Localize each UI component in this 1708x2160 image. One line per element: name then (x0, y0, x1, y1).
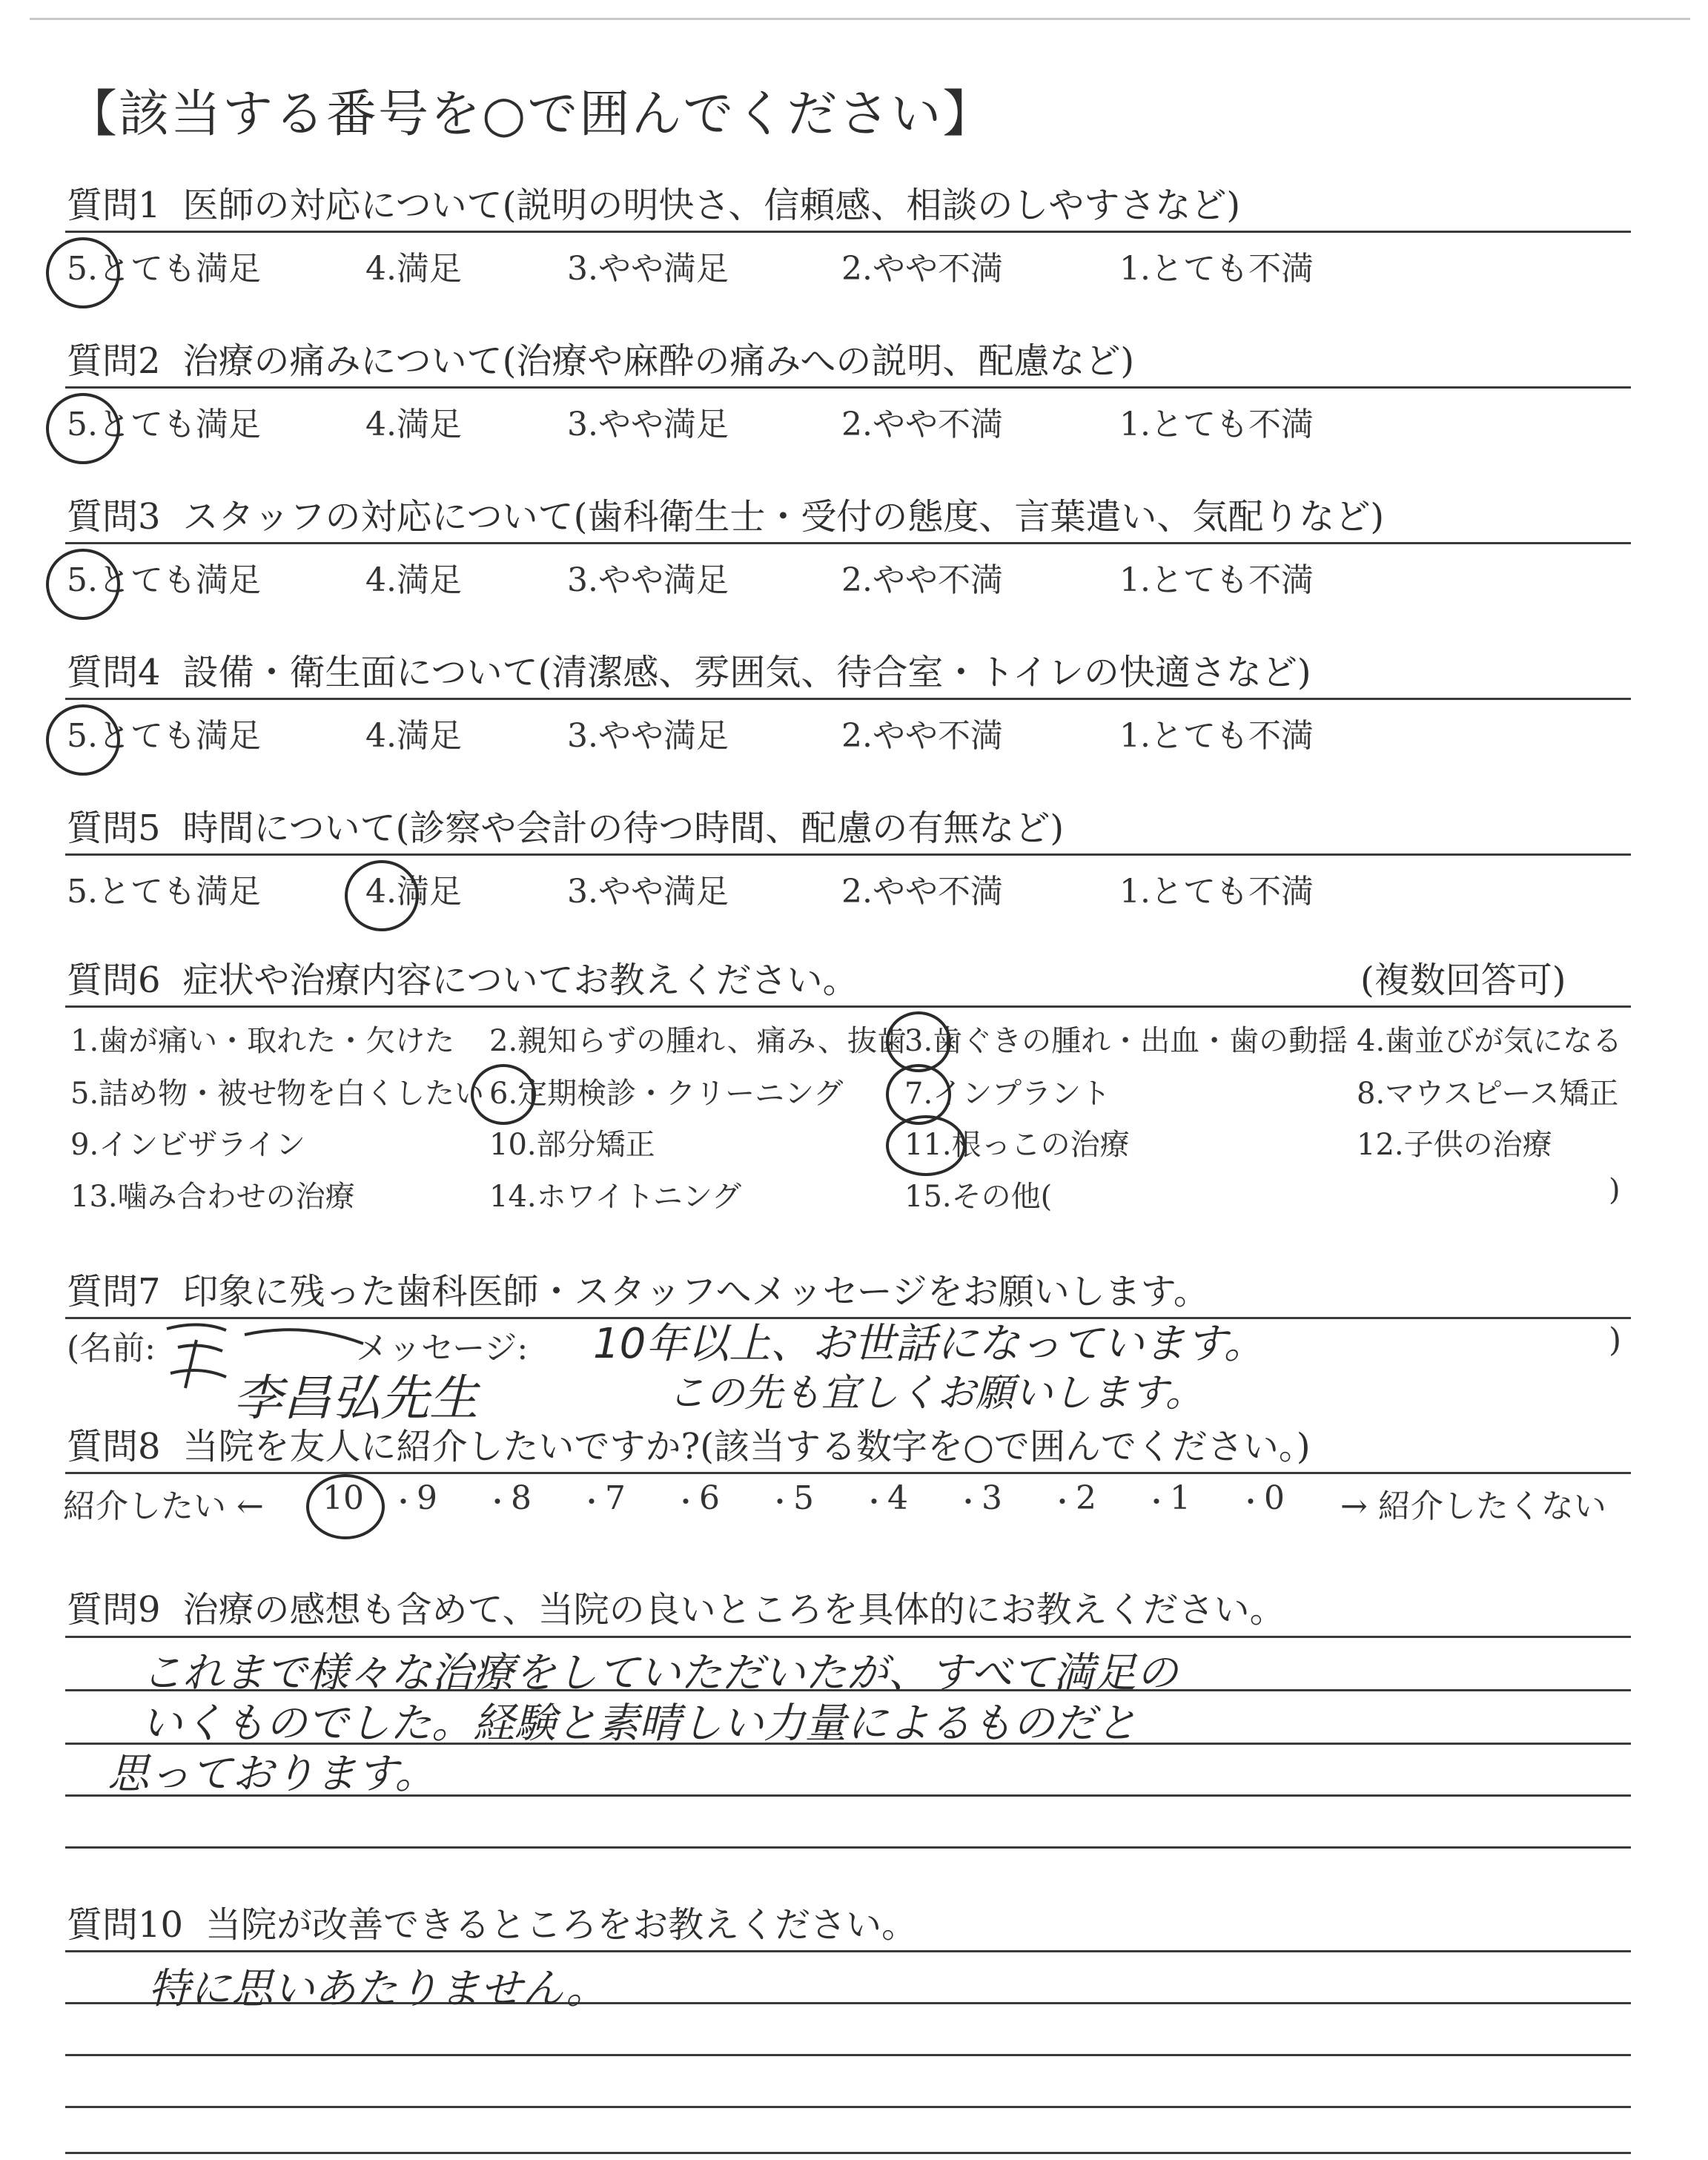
q8-scale-5[interactable]: 5 (793, 1479, 814, 1517)
q9-line-5 (65, 1846, 1631, 1849)
q8-separator-dot: ・ (1142, 1486, 1171, 1519)
q8-label: 質問8 (67, 1426, 161, 1467)
q5-option-2[interactable]: 2.やや不満 (841, 873, 1003, 911)
q6-option-9[interactable]: 9.インビザライン (70, 1128, 305, 1162)
q6-option-7[interactable]: 7.インプラント (904, 1077, 1111, 1111)
q6-selected-circle-6 (471, 1064, 536, 1125)
q3-title (67, 488, 1384, 539)
q7-name-label: (名前: (67, 1330, 156, 1367)
q7-message-line2: この先も宜しくお願いします。 (667, 1371, 1204, 1416)
q7-message-label: メッセージ: (356, 1330, 529, 1367)
q5-option-1[interactable]: 1.とても不満 (1119, 873, 1314, 911)
q6-other-close-paren: ) (1609, 1173, 1621, 1207)
q8-scale-1[interactable]: 1 (1170, 1479, 1191, 1517)
q7-message-line1: 10年以上、お世話になっています。 (593, 1320, 1265, 1368)
top-edge-line (30, 18, 1690, 20)
q8-separator-dot: ・ (483, 1486, 512, 1519)
q10-line-3 (65, 2054, 1631, 2056)
q8-separator-dot: ・ (860, 1486, 889, 1519)
q4-label: 質問4 (67, 652, 161, 693)
q1-text: 医師の対応について(説明の明快さ、信頼感、相談のしやすさなど) (182, 185, 1241, 226)
q4-title (67, 644, 1311, 695)
q8-separator-dot: ・ (954, 1486, 983, 1519)
q5-option-3[interactable]: 3.やや満足 (567, 873, 729, 911)
q2-selected-circle (46, 393, 120, 464)
q9-label: 質問9 (67, 1589, 161, 1631)
q2-text: 治療の痛みについて(治療や麻酔の痛みへの説明、配慮など) (182, 340, 1135, 382)
q8-scale-4[interactable]: 4 (887, 1479, 908, 1517)
q10-label: 質問10 (67, 1904, 184, 1946)
q6-title (67, 951, 858, 1003)
q2-title (67, 332, 1134, 383)
q3-option-4[interactable]: 4.満足 (365, 561, 462, 599)
q8-rule (65, 1472, 1631, 1474)
q8-text: 当院を友人に紹介したいですか?(該当する数字を○で囲んでください。) (182, 1426, 1311, 1467)
q10-answer-line-1: 特に思いあたりません。 (148, 1965, 608, 2013)
q4-option-5[interactable]: 5.とても満足 (67, 717, 261, 755)
q7-name-written: 李昌弘先生 (234, 1370, 478, 1427)
q5-rule (65, 853, 1631, 856)
page-header: 【該当する番号を○で囲んでください】 (67, 85, 995, 144)
q8-scale-7[interactable]: 7 (605, 1479, 626, 1517)
q8-scale-3[interactable]: 3 (982, 1479, 1002, 1517)
q1-option-2[interactable]: 2.やや不満 (841, 250, 1003, 288)
q5-text: 時間について(診察や会計の待つ時間、配慮の有無など) (182, 807, 1065, 849)
q8-selected-circle (306, 1474, 385, 1539)
q5-selected-circle (345, 860, 419, 931)
q2-rule (65, 386, 1631, 389)
q4-text: 設備・衛生面について(清潔感、雰囲気、待合室・トイレの快適さなど) (182, 652, 1311, 693)
q2-option-2[interactable]: 2.やや不満 (841, 406, 1003, 443)
q9-title (67, 1581, 1285, 1632)
q6-note: (複数回答可) (1360, 960, 1566, 1001)
q3-option-2[interactable]: 2.やや不満 (841, 561, 1003, 599)
q8-separator-dot: ・ (1048, 1486, 1077, 1519)
q2-option-3[interactable]: 3.やや満足 (567, 406, 729, 443)
q3-text: スタッフの対応について(歯科衛生士・受付の態度、言葉遣い、気配りなど) (182, 496, 1385, 538)
q4-option-1[interactable]: 1.とても不満 (1119, 717, 1314, 755)
q6-option-13[interactable]: 13.噛み合わせの治療 (70, 1180, 355, 1214)
q10-text: 当院が改善できるところをお教えください。 (205, 1904, 918, 1946)
q6-rule (65, 1005, 1631, 1008)
q1-rule (65, 231, 1631, 233)
q6-option-3[interactable]: 3.歯ぐきの腫れ・出血・歯の動揺 (904, 1024, 1348, 1058)
q8-separator-dot: ・ (766, 1486, 795, 1519)
q9-line-1 (65, 1636, 1631, 1638)
q5-option-5[interactable]: 5.とても満足 (67, 873, 261, 911)
q7-close-paren: ) (1609, 1321, 1622, 1359)
q6-selected-circle-11 (886, 1115, 966, 1176)
q6-selected-circle-3 (886, 1011, 951, 1072)
q10-line-1 (65, 1950, 1631, 1952)
q4-selected-circle (46, 704, 120, 776)
q1-selected-circle (46, 237, 120, 308)
q4-option-4[interactable]: 4.満足 (365, 717, 462, 755)
q3-option-3[interactable]: 3.やや満足 (567, 561, 729, 599)
q8-separator-dot: ・ (389, 1486, 418, 1519)
q2-option-5[interactable]: 5.とても満足 (67, 406, 261, 443)
q8-scale-10[interactable]: 10 (322, 1479, 364, 1517)
q10-line-5 (65, 2152, 1631, 2154)
q3-selected-circle (46, 549, 120, 620)
q9-answer-line-2: いくものでした。経験と素晴しい力量によるものだと (141, 1700, 1137, 1748)
q4-rule (65, 698, 1631, 700)
q1-title (67, 176, 1240, 228)
q6-label: 質問6 (67, 960, 161, 1001)
q6-option-8[interactable]: 8.マウスピース矯正 (1357, 1077, 1619, 1111)
q3-option-1[interactable]: 1.とても不満 (1119, 561, 1314, 599)
q9-text: 治療の感想も含めて、当院の良いところを具体的にお教えください。 (182, 1589, 1285, 1631)
q4-option-3[interactable]: 3.やや満足 (567, 717, 729, 755)
q6-option-2[interactable]: 2.親知らずの腫れ、痛み、抜歯 (489, 1024, 907, 1058)
q8-separator-dot: ・ (1237, 1486, 1265, 1519)
q6-option-12[interactable]: 12.子供の治療 (1357, 1128, 1552, 1162)
q8-left-label: 紹介したい ← (63, 1487, 264, 1525)
q6-option-5[interactable]: 5.詰め物・被せ物を白くしたい (70, 1077, 485, 1111)
q9-answer-line-3: 思っております。 (107, 1750, 437, 1798)
q7-label: 質問7 (67, 1271, 161, 1312)
q8-scale-6[interactable]: 6 (699, 1479, 720, 1517)
q3-option-5[interactable]: 5.とても満足 (67, 561, 261, 599)
q6-text: 症状や治療内容についてお教えください。 (182, 960, 858, 1001)
q5-option-4[interactable]: 4.満足 (365, 873, 462, 911)
q6-option-10[interactable]: 10.部分矯正 (489, 1128, 655, 1162)
q5-title (67, 799, 1064, 851)
q2-label: 質問2 (67, 340, 161, 382)
q8-separator-dot: ・ (672, 1486, 701, 1519)
q2-option-4[interactable]: 4.満足 (365, 406, 462, 443)
q6-option-14[interactable]: 14.ホワイトニング (489, 1180, 742, 1214)
q9-answer-line-1: これまで様々な治療をしていただいたが、すべて満足の (141, 1649, 1178, 1697)
q5-label: 質問5 (67, 807, 161, 849)
q3-rule (65, 542, 1631, 544)
q8-scale-9[interactable]: 9 (417, 1479, 437, 1517)
q8-title (67, 1418, 1311, 1469)
q10-line-4 (65, 2106, 1631, 2108)
q6-option-6[interactable]: 6.定期検診・クリーニング (489, 1077, 844, 1111)
q2-option-1[interactable]: 1.とても不満 (1119, 406, 1314, 443)
q1-option-4[interactable]: 4.満足 (365, 250, 462, 288)
q7-title (67, 1263, 1209, 1314)
q6-option-1[interactable]: 1.歯が痛い・取れた・欠けた (70, 1024, 455, 1058)
q1-label: 質問1 (67, 185, 161, 226)
q4-option-2[interactable]: 2.やや不満 (841, 717, 1003, 755)
scribble-mark (156, 1314, 378, 1403)
q8-separator-dot: ・ (577, 1486, 606, 1519)
q7-text: 印象に残った歯科医師・スタッフへメッセージをお願いします。 (182, 1271, 1209, 1312)
q8-right-label: → 紹介したくない (1340, 1487, 1606, 1525)
q3-label: 質問3 (67, 496, 161, 538)
q10-title (67, 1896, 917, 1947)
q6-option-11[interactable]: 11.根っこの治療 (904, 1128, 1130, 1162)
q8-scale-8[interactable]: 8 (511, 1479, 532, 1517)
q1-option-5[interactable]: 5.とても満足 (67, 250, 261, 288)
q6-option-4[interactable]: 4.歯並びが気になる (1357, 1024, 1623, 1058)
q1-option-1[interactable]: 1.とても不満 (1119, 250, 1314, 288)
q6-option-15[interactable]: 15.その他( (904, 1180, 1053, 1214)
q1-option-3[interactable]: 3.やや満足 (567, 250, 729, 288)
q8-scale-0[interactable]: 0 (1264, 1479, 1285, 1517)
q8-scale-2[interactable]: 2 (1076, 1479, 1096, 1517)
